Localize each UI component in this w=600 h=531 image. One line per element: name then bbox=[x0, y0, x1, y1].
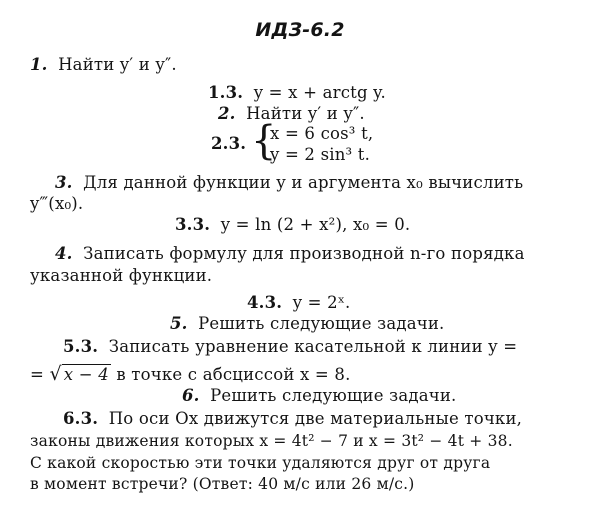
task-2-3-system-line-1: x = 6 cos³ t, bbox=[270, 124, 374, 143]
task-5-heading bbox=[170, 314, 445, 334]
sqrt-symbol: √ bbox=[49, 363, 62, 385]
task-4-3-number: 4.3. bbox=[247, 293, 283, 312]
task-1-3-line bbox=[208, 83, 386, 103]
task-1-heading bbox=[30, 55, 177, 75]
task-6-3-line-1 bbox=[63, 409, 522, 429]
task-6-text: Решить следующие задачи. bbox=[210, 386, 457, 405]
task-6-3-text-line-1: По оси Ox движутся две материальные точки, bbox=[108, 409, 523, 428]
task-6-heading bbox=[182, 386, 457, 406]
task-2-3-number: 2.3. bbox=[211, 134, 247, 153]
task-5-text: Решить следующие задачи. bbox=[198, 314, 445, 333]
task-4-number: 4. bbox=[55, 244, 73, 263]
task-4-3-line bbox=[247, 293, 351, 313]
task-1-3-number: 1.3. bbox=[208, 83, 244, 102]
task-4-heading bbox=[55, 244, 525, 264]
task-2-heading bbox=[218, 104, 365, 124]
task-3-text-line-1: Для данной функции y и аргумента x₀ вычислить bbox=[83, 173, 524, 192]
task-2-number: 2. bbox=[218, 104, 236, 123]
task-5-3-prefix: = bbox=[30, 365, 45, 384]
task-3-heading bbox=[55, 173, 523, 193]
task-2-3-system-line-2: y = 2 sin³ t. bbox=[270, 145, 371, 164]
task-5-3-number: 5.3. bbox=[63, 337, 99, 356]
task-5-3-text-line-2: в точке с абсциссой x = 8. bbox=[116, 365, 351, 384]
task-2-3-number-line bbox=[211, 134, 251, 154]
task-3-3-line bbox=[175, 215, 410, 235]
task-6-3-text-line-4: в момент встречи? (Ответ: 40 м/с или 26 м/с.) bbox=[30, 475, 415, 493]
task-6-3-text-line-3: С какой скоростью эти точки удаляются друг от друга bbox=[30, 454, 491, 472]
task-4-text-line-2: указанной функции. bbox=[30, 266, 213, 285]
task-4-3-formula: y = 2ˣ. bbox=[292, 293, 351, 312]
task-5-3-line-2 bbox=[30, 364, 351, 385]
task-4-text-line-1: Записать формулу для производной n-го порядка bbox=[83, 244, 525, 263]
task-1-number: 1. bbox=[30, 55, 48, 74]
task-3-number: 3. bbox=[55, 173, 73, 192]
task-1-3-formula: y = x + arctg y. bbox=[253, 83, 386, 102]
task-5-number: 5. bbox=[170, 314, 188, 333]
task-2-text: Найти y′ и y″. bbox=[246, 104, 365, 123]
task-6-3-number: 6.3. bbox=[63, 409, 99, 428]
task-5-3-text-line-1: Записать уравнение касательной к линии y = bbox=[108, 337, 518, 356]
task-6-3-text-line-2: законы движения которых x = 4t² − 7 и x = 3t² − 4t + 38. bbox=[30, 432, 513, 450]
document-title: ИДЗ-6.2 bbox=[255, 19, 345, 41]
system-brace: { bbox=[251, 118, 277, 164]
task-3-3-number: 3.3. bbox=[175, 215, 211, 234]
task-5-3-radicand: x − 4 bbox=[63, 365, 109, 384]
task-1-text: Найти y′ и y″. bbox=[58, 55, 177, 74]
task-3-text-line-2: y‴(x₀). bbox=[30, 194, 84, 213]
task-6-number: 6. bbox=[182, 386, 200, 405]
task-5-3-line-1 bbox=[63, 337, 517, 357]
task-3-3-formula: y = ln (2 + x²), x₀ = 0. bbox=[220, 215, 411, 234]
